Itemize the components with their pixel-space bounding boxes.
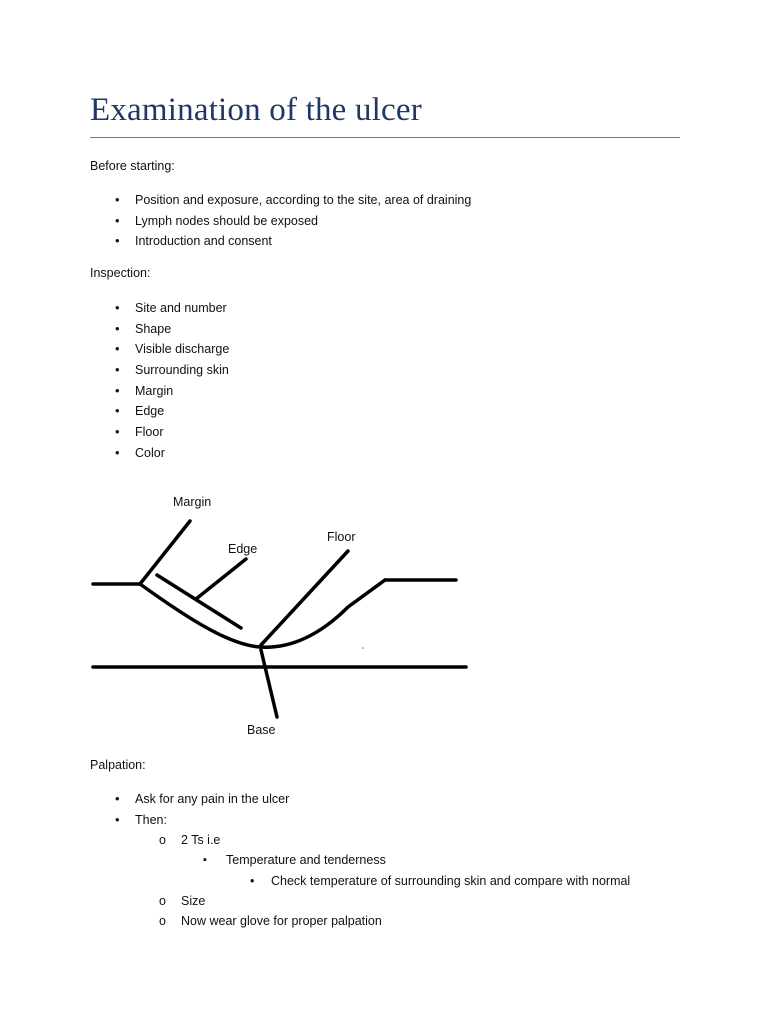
list-item: • Floor xyxy=(0,422,229,443)
floor-pointer-line xyxy=(261,551,348,645)
list-item: • Color xyxy=(0,443,229,464)
list-item: • Then: xyxy=(0,810,289,831)
ulcer-floor-curve xyxy=(140,580,385,647)
list-item: • Lymph nodes should be exposed xyxy=(0,211,471,232)
list-item: • Surrounding skin xyxy=(0,360,229,381)
sub-item-temperature-tenderness: Temperature and tenderness xyxy=(226,853,386,867)
base-label: Base xyxy=(247,723,276,737)
margin-label: Margin xyxy=(173,495,212,509)
sub-item-size: Size xyxy=(181,894,206,908)
edge-pointer-line xyxy=(196,559,246,599)
title-underline xyxy=(90,137,680,138)
list-item: • Edge xyxy=(0,401,229,422)
list-item: • Shape xyxy=(0,319,229,340)
floor-label: Floor xyxy=(327,530,356,544)
list-item: • Introduction and consent xyxy=(0,231,471,252)
sub-item-2-ts: 2 Ts i.e xyxy=(181,833,221,847)
ulcer-diagram xyxy=(80,485,480,745)
palpation-heading: Palpation: xyxy=(90,758,146,772)
circle-bullet: o xyxy=(159,894,166,908)
list-item: • Margin xyxy=(0,381,229,402)
list-item: • Position and exposure, according to the site, area of draining xyxy=(0,190,471,211)
edge-slope-line xyxy=(157,575,241,628)
sub-item-wear-glove: Now wear glove for proper palpation xyxy=(181,914,382,928)
before-starting-heading: Before starting: xyxy=(90,159,175,173)
stray-dot xyxy=(362,647,364,649)
circle-bullet: o xyxy=(159,914,166,928)
base-pointer-line xyxy=(261,650,277,717)
margin-pointer-line xyxy=(140,521,190,584)
edge-label: Edge xyxy=(228,542,258,556)
sub-item-check-temperature: Check temperature of surrounding skin and compare with normal xyxy=(271,874,631,888)
inspection-heading: Inspection: xyxy=(90,266,151,280)
palpation-list xyxy=(0,789,289,830)
before-starting-list xyxy=(0,190,471,252)
list-item: • Ask for any pain in the ulcer xyxy=(0,789,289,810)
circle-bullet: o xyxy=(159,833,166,847)
page-title: Examination of the ulcer xyxy=(90,92,422,128)
square-bullet: ▪ xyxy=(203,854,207,866)
list-item: • Site and number xyxy=(0,298,229,319)
round-bullet: • xyxy=(250,874,255,888)
ulcer-drawing xyxy=(80,485,480,745)
inspection-list xyxy=(0,298,229,464)
list-item: • Visible discharge xyxy=(0,339,229,360)
